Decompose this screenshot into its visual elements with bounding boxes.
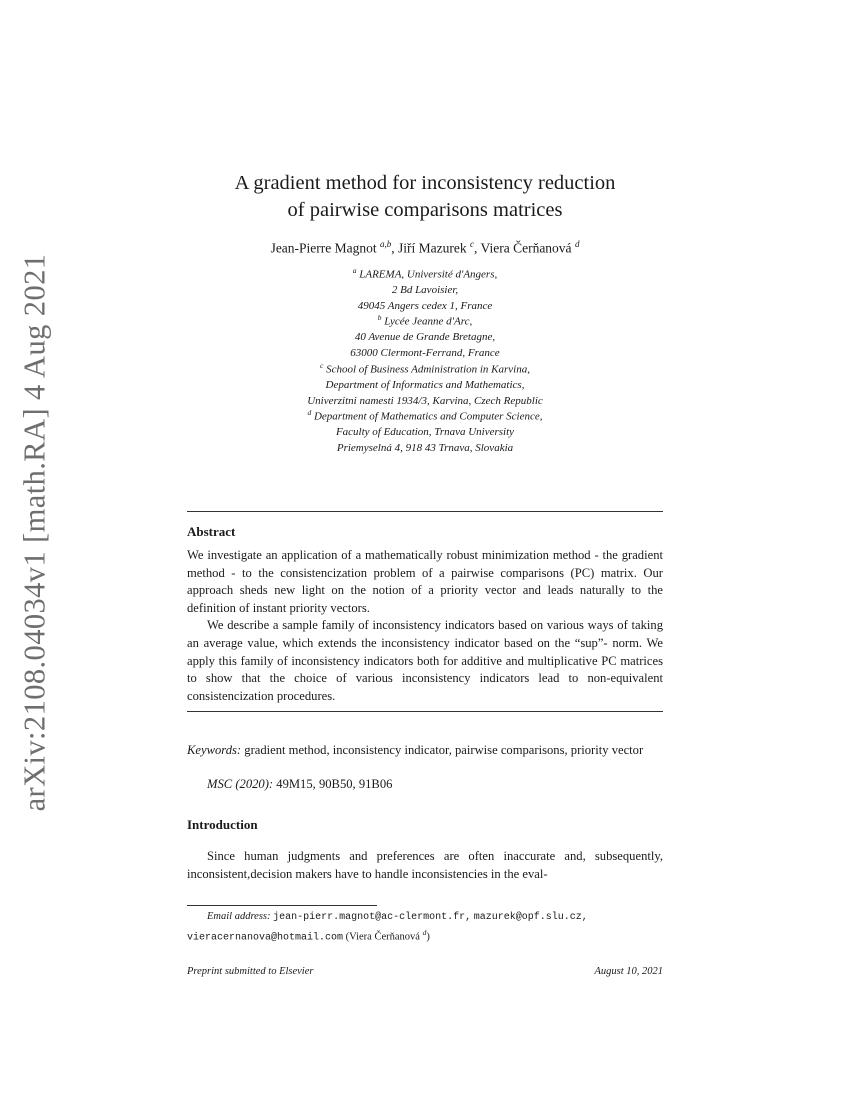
affil-line: Priemyselná 4, 918 43 Trnava, Slovakia (336, 441, 514, 454)
footnote-rule (187, 905, 377, 906)
affiliation-c (150, 358, 700, 409)
affil-line: Lycée Jeanne d'Arc, (384, 315, 473, 328)
email-owner: (Viera Čerňanová (345, 931, 420, 943)
arxiv-id: arXiv:2108.04034v1 [math.RA] 4 Aug 2021 (17, 253, 52, 811)
affil-line: Department of Mathematics and Computer Science, (313, 410, 543, 423)
keywords-text: gradient method, inconsistency indicator, pairwise comparisons, priority vector (244, 743, 644, 757)
affil-mark: d (307, 408, 312, 417)
affil-line: Faculty of Education, Trnava University (335, 426, 515, 439)
author-name: Jean-Pierre Magnot (270, 240, 377, 256)
abstract-heading: Abstract (187, 524, 236, 539)
keywords (187, 742, 663, 760)
keywords-label: Keywords: (187, 743, 242, 757)
arxiv-side-label (16, 253, 54, 811)
affil-line: School of Business Administration in Karvina, (326, 363, 530, 376)
affil-line: 2 Bd Lavoisier, (391, 284, 459, 297)
footnote-label: Email address: (207, 911, 271, 922)
affil-line: 63000 Clermont-Ferrand, France (350, 346, 500, 359)
preprint-date: August 10, 2021 (594, 966, 663, 977)
abstract-paragraph: We describe a sample family of inconsistency indicators based on various ways of taking an average value, which extends the inconsistency indicator based on the “sup”- norm. We apply this family of inconsistency indicators both for additive and multiplicative PC matrices to show that the choice of various inconsistency indicators lead to non-equivalent consistencization procedures. (187, 618, 663, 703)
introduction-text: Since human judgments and preferences are often inaccurate and, subsequently, inconsistent,decision makers have to handle inconsistencies in the eval- (187, 849, 663, 881)
author-affil-mark: c (470, 239, 475, 249)
abstract-paragraph: We investigate an application of a mathematically robust minimization method - the gradient method - to the consistencization problem of a pairwise comparisons (PC) matrix. Our approach sheds new light on the notion of a priority vector and leads naturally to the definition of instant priority vectors. (187, 548, 663, 615)
affil-line: 49045 Angers cedex 1, France (357, 299, 493, 312)
paper-title (150, 170, 700, 224)
author-name: Viera Čerňanová (480, 240, 572, 256)
msc-label: MSC (2020): (207, 777, 274, 791)
affiliation-b (150, 310, 700, 361)
abstract-top-rule (187, 511, 663, 512)
email-owner-mark: d (422, 928, 427, 937)
msc-text: 49M15, 90B50, 91B06 (276, 777, 393, 791)
affiliation-d (150, 405, 700, 456)
affil-line: Univerzitni namesti 1934/3, Karvina, Czech Republic (307, 394, 543, 407)
abstract-bottom-rule (187, 711, 663, 712)
email-link[interactable]: vieracernanova@hotmail.com (187, 932, 344, 944)
affil-line: Department of Informatics and Mathematics, (325, 379, 525, 392)
affil-mark: a (352, 266, 357, 275)
author-name: Jiří Mazurek (398, 240, 467, 256)
introduction-heading: Introduction (187, 817, 258, 832)
title-line-2: of pairwise comparisons matrices (287, 199, 563, 221)
preprint-note: Preprint submitted to Elsevier (187, 966, 314, 977)
footnote (187, 909, 663, 946)
email-link[interactable]: mazurek@opf.slu.cz, (473, 912, 588, 923)
affil-mark: b (377, 313, 382, 322)
abstract-body (187, 547, 663, 705)
msc-classification (207, 777, 392, 792)
email-link[interactable]: jean-pierr.magnot@ac-clermont.fr, (273, 912, 472, 923)
author-list: Jean-Pierre Magnot $^{a,b}$, Jiří Mazurek $^c$, Viera Čerňanová $^d$ (270, 239, 580, 256)
author-affil-mark: d (574, 239, 580, 249)
affil-line: LAREMA, Université d'Angers, (359, 268, 498, 281)
author-affil-mark: a,b (380, 239, 392, 249)
affil-line: 40 Avenue de Grande Bretagne, (354, 331, 496, 344)
title-line-1: A gradient method for inconsistency reduction (234, 172, 616, 194)
affil-mark: c (319, 361, 324, 370)
affiliation-a (150, 263, 700, 314)
email-owner-close: ) (426, 931, 430, 943)
